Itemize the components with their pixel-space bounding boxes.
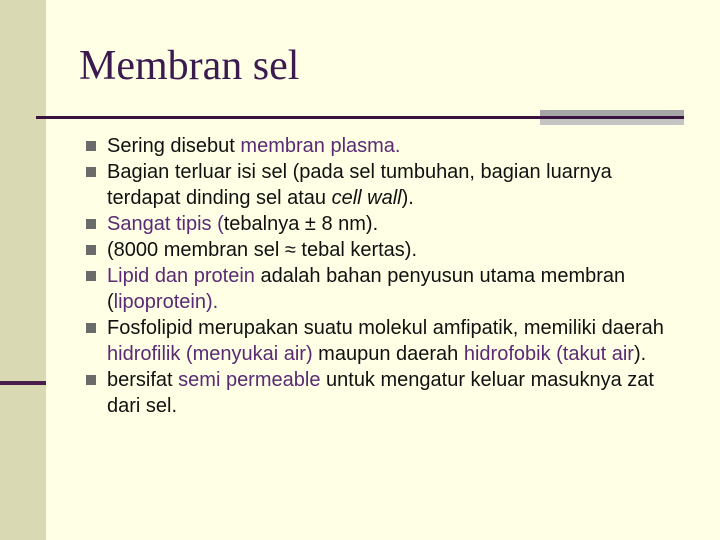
bullet-text-segment: hidrofilik (menyukai air) [107, 343, 313, 365]
bullet-text-segment: untuk mengatur keluar masuknya zat dari sel. [107, 369, 654, 417]
bullet-list [84, 133, 674, 419]
square-bullet-icon [86, 219, 96, 229]
bullet-item [84, 315, 674, 367]
bullet-text-segment: hidrofobik (takut air [463, 343, 634, 365]
bullet-text-segment: Bagian terluar isi sel (pada sel tumbuhan, bagian luarnya terdapat dinding sel atau [107, 161, 612, 209]
bullet-text-segment: membran plasma. [240, 135, 401, 157]
bullet-text-segment: ). [633, 343, 647, 365]
slide-title: Membran sel [79, 43, 300, 89]
bullet-item [84, 237, 674, 263]
bullet-text-segment: semi permeable [178, 369, 321, 391]
bullet-text-segment: maupun daerah [312, 343, 464, 365]
bullet-text-segment: Sering disebut [107, 135, 241, 157]
bullet-text-segment: ). [401, 187, 414, 209]
bullet-item [84, 133, 674, 159]
square-bullet-icon [86, 245, 96, 255]
bullet-item [84, 211, 674, 237]
bullet-item [84, 367, 674, 419]
square-bullet-icon [86, 323, 96, 333]
bullet-text-segment: Sangat tipis ( [107, 213, 224, 235]
square-bullet-icon [86, 375, 96, 385]
bullet-text-segment: Fosfolipid merupakan suatu molekul amfipatik, memiliki daerah [107, 317, 664, 339]
bullet-text-segment: tebalnya ± 8 nm). [223, 213, 379, 235]
bullet-text-segment: (8000 membran sel ≈ tebal kertas). [107, 239, 417, 261]
left-accent-bar [0, 381, 46, 385]
bullet-item [84, 159, 674, 211]
bullet-text-segment: lipoprotein). [113, 291, 219, 313]
bullet-text-segment: adalah bahan penyusun utama membran ( [107, 265, 626, 313]
square-bullet-icon [86, 167, 96, 177]
square-bullet-icon [86, 141, 96, 151]
bullet-text-segment: bersifat [107, 369, 179, 391]
bullet-text-segment: cell wall [331, 187, 402, 209]
square-bullet-icon [86, 271, 96, 281]
title-rule-accent-lower [540, 119, 684, 125]
bullet-item [84, 263, 674, 315]
left-decor-band [0, 0, 46, 540]
bullet-text-segment: Lipid dan protein [107, 265, 255, 287]
